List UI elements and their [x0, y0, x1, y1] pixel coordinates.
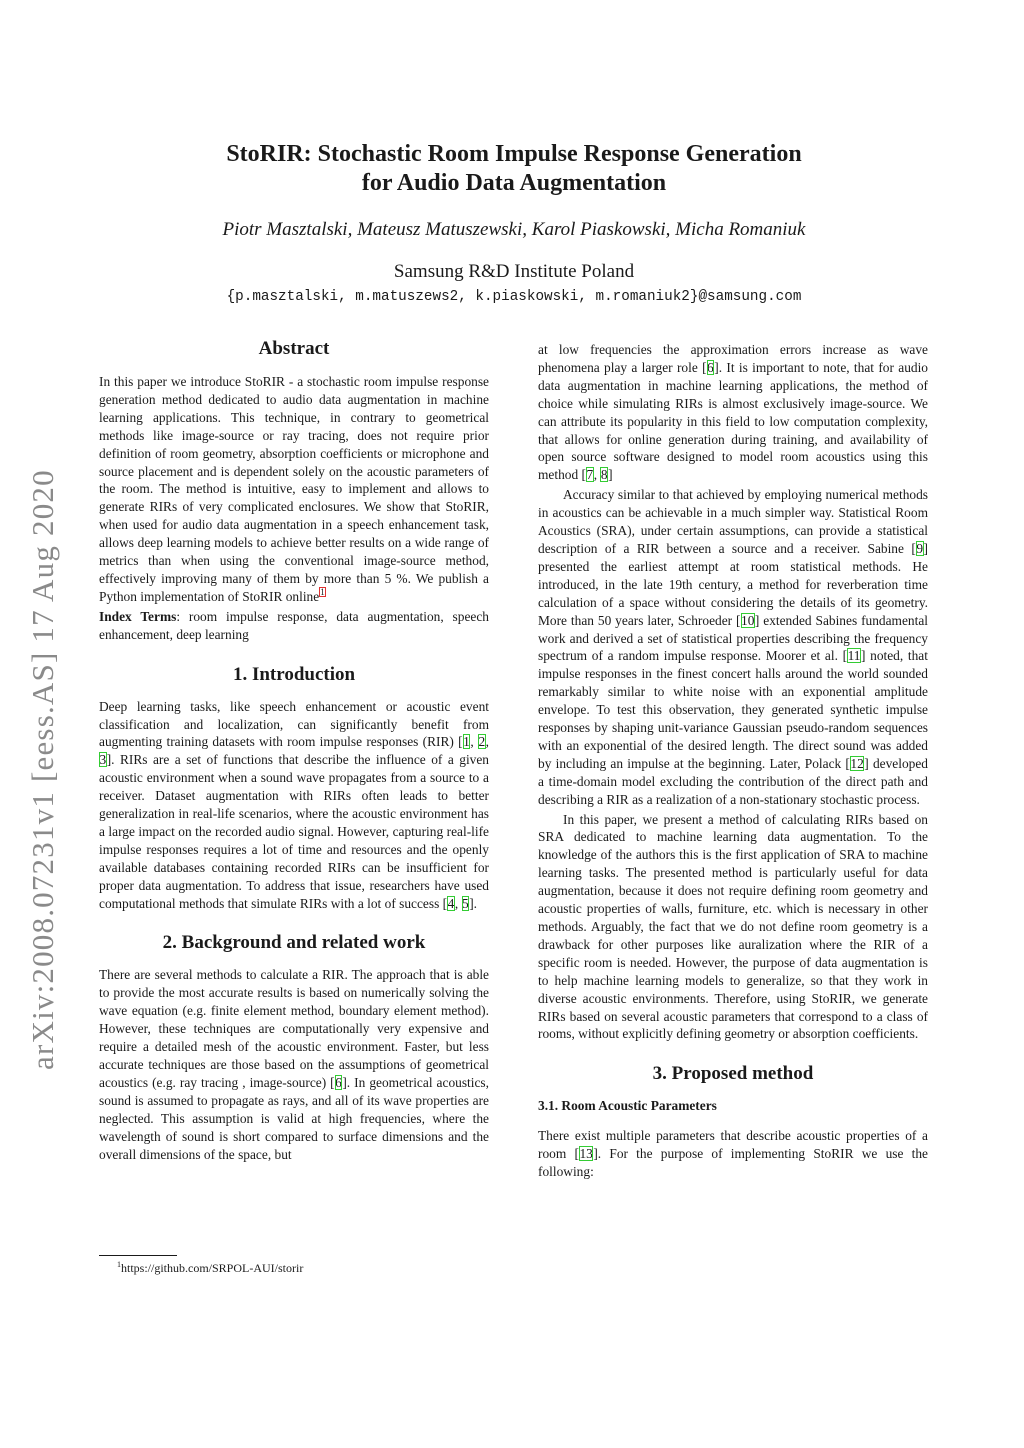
abstract-text: In this paper we introduce StoRIR - a stochastic room impulse response generation method dedicated to audio data augmentation in machine learning applications. This technique, in contrary to geometrical methods like image-source or ray tracing, does not require prior definition of room geometry, absorption coefficients or microphone and source placement and is dependent solely on the acoustic parameters of the room. The method is intuitive, easy to implement and allows to generate RIRs of very complicated enclosures. We show that StoRIR, when used for audio data augmentation in a speech enhancement task, allows deep learning models to achieve better results on a wide range of metrics than when using the conventional image-source method, effectively improving many of them by more than 5 %. We publish a Python implementation of StoRIR online$^1$	[99, 374, 489, 604]
citation-link[interactable]: 6	[707, 359, 714, 375]
citation-link[interactable]: 10	[741, 612, 755, 628]
section-heading-introduction: 1. Introduction	[232, 663, 356, 685]
footnote-rule	[99, 1255, 177, 1256]
citation-link[interactable]: 11	[847, 648, 861, 664]
abstract-heading: Abstract	[258, 338, 330, 359]
background-paragraph-1: There are several methods to calculate a RIR. The approach that is able to provide the most accurate results is based on numerically solving the wave equation (e.g. finite element method, boundary element method). However, these techniques are computationally very expensive and require a detailed mesh of the acoustic environment. Faster, but less accurate techniques are those based on the assumptions of geometrical acoustics (e.g. ray tracing , image-source) [6]. In geometrical acoustics, sound is assumed to propagate as rays, and all of its wave properties are neglected. This assumption is valid at high frequencies, where the wavelength of sound is short compared to surface dimensions and the overall dimensions of the space, but	[99, 967, 489, 1162]
left-column	[99, 337, 489, 1163]
index-terms-label: Index Terms	[99, 608, 177, 624]
citation-link[interactable]: 9	[916, 540, 924, 556]
arxiv-identifier: arXiv:2008.07231v1 [eess.AS] 17 Aug 2020	[25, 469, 60, 1070]
citation-link[interactable]: 1	[463, 734, 470, 750]
citation-link[interactable]: 4	[447, 895, 455, 911]
citation-link[interactable]: 2	[478, 734, 486, 750]
citation-link[interactable]: 12	[850, 755, 864, 771]
section-heading-proposed-method: 3. Proposed method	[652, 1063, 814, 1085]
background-paragraph-3: In this paper, we present a method of calculating RIRs based on SRA dedicated to machine learning data augmentation. To the knowledge of the authors this is the first application of SRA to machine learning tasks. The presented method is particularly useful for data augmentation, because it does not require defining room geometry and acoustic properties of walls, furniture, etc. which is necessary in other methods. Arguably, the fact that we do not define room geometry is a drawback for other purposes like auralization where the RIR of a specific room is needed. However, the purpose of data augmentation is to help machine learning models to generalize, so that they work in diverse acoustic environments. Therefore, using StoRIR, we generate RIRs based on several acoustic parameters that correspond to a class of rooms, without explicitly defining geometry or absorption coefficients.	[538, 811, 928, 1042]
paper-title	[100, 140, 928, 198]
method-paragraph-1: There exist multiple parameters that describe acoustic properties of a room [13]. For the purpose of implementing StoRIR we use the following:	[538, 1128, 928, 1180]
citation-link[interactable]: 3	[99, 752, 107, 768]
index-terms: Index Terms: room impulse response, data augmentation, speech enhancement, deep learning	[99, 608, 489, 642]
subsection-heading-room-parameters: 3.1. Room Acoustic Parameters	[538, 1098, 717, 1114]
citation-link[interactable]: 5	[462, 895, 469, 911]
footnote-link[interactable]: 1	[320, 587, 325, 598]
citation-link[interactable]: 6	[335, 1074, 342, 1090]
citation-link[interactable]: 13	[579, 1146, 593, 1162]
background-paragraph-2: Accuracy similar to that achieved by employing numerical methods in acoustics can be achievable in a much simpler way. Statistical Room Acoustics (SRA), under certain assumptions, can provide a statistical description of a RIR between a source and a receiver. Sabine [9] presented the earliest attempt at room statistical methods. He introduced, in the late 19th century, a method for reverberation time calculation of a space without considering the details of its geometry. More than 50 years later, Schroeder [10] extended Sabines fundamental work and derived a set of statistical properties describing the frequency spectrum of a random impulse response. Moorer et al. [11] noted, that impulse responses in the finest concert halls around the world sounded remarkably similar to white noise with an exponential amplitude envelope. To test this observation, they generated synthetic impulse responses by shaping unit-variance Gaussian pseudo-random sequences with an exponential of the desired length. The direct sound was added by including an impulse at the beginning. Later, Polack [12] developed a time-domain model excluding the contribution of the direct path and describing a RIR as a realization of a non-stationary stochastic process.	[538, 487, 928, 807]
right-column	[538, 341, 928, 1181]
institution: Samsung R&D Institute Poland	[393, 261, 635, 282]
section-heading-background: 2. Background and related work	[162, 932, 426, 954]
author-emails: {p.masztalski, m.matuszews2, k.piaskowski, m.romaniuk2}@samsung.com	[226, 289, 802, 305]
author-list: Piotr Masztalski, Mateusz Matuszewski, Karol Piaskowski, Micha Romaniuk	[222, 219, 806, 240]
footnote-url[interactable]: https://github.com/SRPOL-AUI/storir	[121, 1261, 304, 1275]
citation-link[interactable]: 8	[600, 467, 608, 483]
introduction-paragraph: Deep learning tasks, like speech enhancement or acoustic event classification and localization, can significantly benefit from augmenting training datasets with room impulse responses (RIR) [1, 2, 3]. RIRs are a set of functions that describe the influence of a given acoustic environment when a sound wave propagates from a source to a receiver. Dataset augmentation with RIRs often leads to better generalization in real-life scenarios, where the acoustic environment has a large impact on the recorded audio signal. However, capturing real-life impulse responses requires a lot of time and resources and the openly available databases containing recorded RIRs can be insufficient for proper data augmentation. To address that issue, researchers have used computational methods that simulate RIRs with a lot of success [4, 5].	[99, 698, 490, 911]
footnote: $^1$https://github.com/SRPOL-AUI/storir	[117, 1260, 304, 1275]
title-line-1: StoRIR: Stochastic Room Impulse Response Generation	[226, 141, 802, 167]
title-line-2: for Audio Data Augmentation	[361, 170, 667, 196]
citation-link[interactable]: 7	[586, 467, 594, 483]
background-paragraph-1-continued: at low frequencies the approximation errors increase as wave phenomena play a larger role [6]. It is important to note, that for audio data augmentation in machine learning applications, the method of choice while simulating RIRs is almost exclusively image-source. We can attribute its popularity in this field to low computation complexity, that allows for online generation during training, and availability of open source software designed to model room acoustics using this method [7, 8]	[538, 342, 928, 483]
